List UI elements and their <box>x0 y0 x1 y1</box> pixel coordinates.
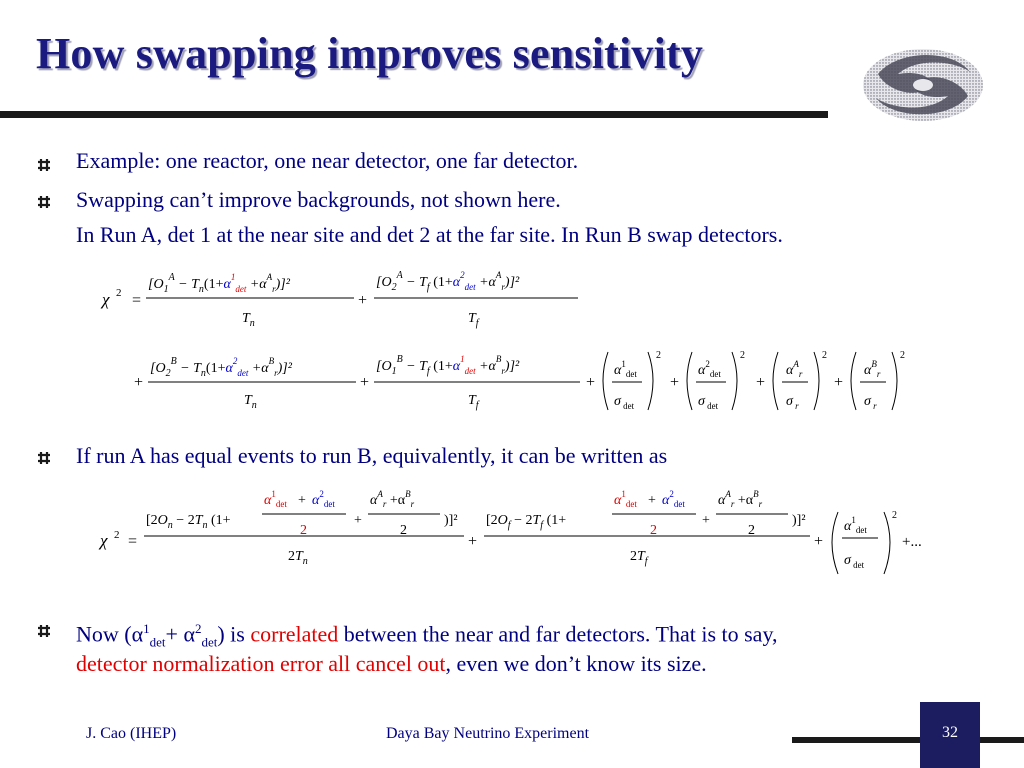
svg-text:2: 2 <box>748 523 755 538</box>
svg-text:+: + <box>360 374 370 391</box>
svg-text:+: + <box>834 374 844 391</box>
svg-text:α2det: $\alpha^2_{det}$ <box>698 359 721 379</box>
svg-text:Tf: $T_f$ <box>468 393 479 411</box>
text-correlated: correlated <box>250 621 339 647</box>
svg-text:Tn: $T_n$ <box>242 311 255 329</box>
svg-text:+: + <box>298 493 306 508</box>
svg-text:+: + <box>814 533 824 550</box>
svg-text:α2det: $\alpha^2_{det}$ <box>662 489 685 509</box>
svg-text:[2Of − 2Tf (1+: [$2O_f - 2T_f$ (1+ <box>486 513 567 531</box>
bullet-text-example: Example: one reactor, one near detector, one far detector. <box>76 148 579 173</box>
text-between: between the near and far detectors. That is to say, <box>338 621 778 647</box>
text-is: ) is <box>217 621 251 647</box>
svg-text:+: + <box>354 513 362 528</box>
svg-text:2Tn: $2T_n$ <box>288 549 308 567</box>
svg-text:+: + <box>670 374 680 391</box>
svg-text:2: 2 <box>300 523 307 538</box>
svg-text:2: 2 <box>116 287 122 299</box>
title-divider <box>0 111 828 118</box>
svg-text:)]²: )]² <box>444 513 458 528</box>
svg-text:α1det: $\alpha^1_{det}$ <box>844 515 867 535</box>
svg-text:+...: +... <box>902 534 922 550</box>
bullet-icon <box>38 159 50 171</box>
svg-text:2: 2 <box>656 350 661 361</box>
svg-text:[O2B − Tn(1+α2det +αBr)]²: $[O_2^B - T_n(1+\alpha^2_{det} +\alpha^B_r)]^2$ <box>150 356 292 379</box>
svg-text:+: + <box>358 292 368 309</box>
svg-text:[O2A − Tf (1+α2det +αAr)]²: [$O_2^A - T_f$ $(1+\alpha^2_{det} +\alpha^A_r)]^2$ <box>376 270 520 293</box>
svg-text:)]²: )]² <box>792 513 806 528</box>
svg-text:2: 2 <box>400 523 407 538</box>
bullet-icon <box>38 452 50 464</box>
svg-text:χ: χ <box>100 531 108 550</box>
sup-1: 1 <box>143 621 150 636</box>
svg-text:2: 2 <box>650 523 657 538</box>
svg-text:αBr: $\alpha^B_r$ <box>864 359 881 379</box>
svg-text:[O1A − Tn(1+α1det +αAr)]²: $[O_1^A - T_n(1+\alpha^1_{det} +\alpha^A_r)]^2$ <box>148 272 290 295</box>
svg-text:αAr +αBr: $\alpha^A_r +\alpha^B_r$ <box>370 489 415 509</box>
text-cancel-out: detector normalization error all cancel out <box>76 651 446 676</box>
chi-square-equation-simplified <box>94 484 944 589</box>
svg-text:=: = <box>128 533 138 550</box>
bullet-text-runs: In Run A, det 1 at the near site and det 2 at the far site. In Run B swap detectors. <box>76 222 783 247</box>
svg-text:Tf: $T_f$ <box>468 311 479 329</box>
svg-text:2: 2 <box>114 529 120 541</box>
footer-title: Daya Bay Neutrino Experiment <box>386 725 590 742</box>
svg-text:+: + <box>702 513 710 528</box>
svg-text:+: + <box>586 374 596 391</box>
sub-det: det <box>149 634 166 650</box>
svg-text:Tn: $T_n$ <box>244 393 257 411</box>
svg-text:2: 2 <box>740 350 745 361</box>
svg-text:σ r: σ $_r$ <box>864 394 877 411</box>
svg-text:σ det: σ $_{det}$ <box>698 394 719 411</box>
svg-text:α1det: $\alpha^1_{det}$ <box>614 489 637 509</box>
svg-text:2Tf: $2T_f$ <box>630 549 648 567</box>
svg-text:[2On − 2Tn (1+: [$2O_n - 2T_n$ (1+ <box>146 513 231 531</box>
sub-det: det <box>201 634 218 650</box>
svg-text:α1det: $\alpha^1_{det}$ <box>264 489 287 509</box>
page-number: 32 <box>942 724 958 741</box>
text-plus-alpha: + α <box>165 621 195 647</box>
footer-divider <box>792 737 1024 743</box>
chi-square-equation-full <box>96 262 926 427</box>
ihep-logo-icon <box>858 44 988 126</box>
svg-text:+: + <box>134 374 144 391</box>
svg-text:+: + <box>468 533 478 550</box>
bullet-text-equivalent: If run A has equal events to run B, equivalently, it can be written as <box>76 443 668 468</box>
svg-text:α1det: $\alpha^1_{det}$ <box>614 359 637 379</box>
svg-text:[O1B − Tf (1+α1det +αBr)]²: [$O_1^B - T_f$ $(1+\alpha^1_{det} +\alpha^B_r)]^2$ <box>376 354 520 377</box>
bullet-text-cancel <box>76 648 707 680</box>
slide-title: How swapping improves sensitivity <box>36 29 704 78</box>
bullet-text-swapping: Swapping can’t improve backgrounds, not shown here. <box>76 187 561 212</box>
svg-text:+: + <box>648 493 656 508</box>
text-now: Now (α <box>76 621 144 647</box>
svg-text:α2det: $\alpha^2_{det}$ <box>312 489 335 509</box>
svg-text:2: 2 <box>900 350 905 361</box>
svg-text:αAr +αBr: $\alpha^A_r +\alpha^B_r$ <box>718 489 763 509</box>
svg-text:2: 2 <box>822 350 827 361</box>
svg-text:σ det: σ $_{det}$ <box>844 553 865 570</box>
bullet-icon <box>38 625 50 637</box>
bullet-icon <box>38 196 50 208</box>
text-size: , even we don’t know its size. <box>445 651 707 676</box>
sup-2: 2 <box>194 621 202 636</box>
svg-text:+: + <box>756 374 766 391</box>
svg-text:2: 2 <box>892 510 897 521</box>
svg-text:αAr: $\alpha^A_r$ <box>786 359 803 379</box>
svg-text:=: = <box>132 292 142 309</box>
svg-text:χ: χ <box>102 290 110 309</box>
footer-author: J. Cao (IHEP) <box>86 725 177 742</box>
svg-text:σ det: σ $_{det}$ <box>614 394 635 411</box>
svg-text:σ r: σ $_r$ <box>786 394 799 411</box>
